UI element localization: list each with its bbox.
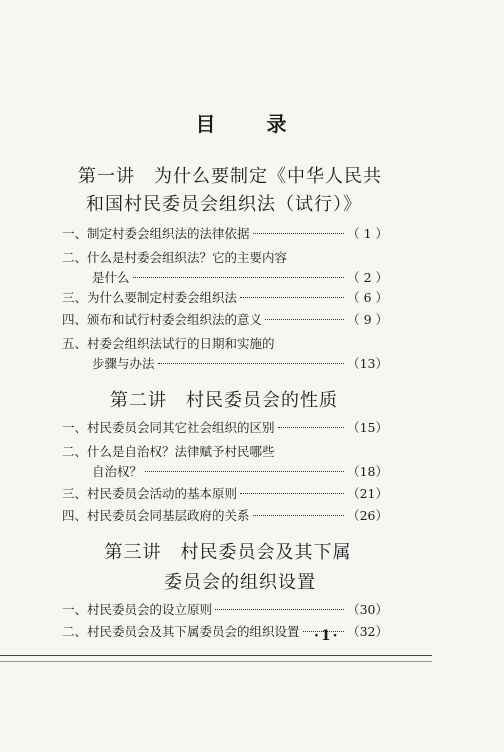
toc-entry[interactable] bbox=[62, 224, 388, 244]
toc-entry-label: 一、村民委员会同其它社会组织的区别 bbox=[62, 420, 275, 435]
toc-entry[interactable] bbox=[62, 418, 388, 438]
bottom-rule-thin bbox=[0, 661, 432, 662]
page-number: ·1· bbox=[314, 628, 340, 644]
toc-entry-continuation: 自治权？ bbox=[92, 464, 143, 479]
toc-entry-page: （26） bbox=[347, 508, 388, 523]
toc-entry-label: 二、村民委员会及其下属委员会的组织设置 bbox=[62, 624, 300, 639]
toc-entry[interactable] bbox=[62, 484, 388, 504]
lecture2-heading: 第二讲 村民委员会的性质 bbox=[110, 390, 338, 411]
toc-entry-continuation: 步骤与办法 bbox=[92, 356, 155, 371]
lecture3-heading-line1: 第三讲 村民委员会及其下属 bbox=[104, 542, 352, 563]
leader-dots bbox=[253, 233, 345, 234]
toc-entry-label: 一、制定村委会组织法的法律依据 bbox=[62, 226, 250, 241]
leader-dots bbox=[215, 609, 344, 610]
toc-entry[interactable] bbox=[62, 506, 388, 526]
toc-entry[interactable] bbox=[62, 600, 388, 620]
toc-entry[interactable] bbox=[92, 354, 388, 374]
toc-entry[interactable] bbox=[92, 462, 388, 482]
toc-entry-page: （13） bbox=[347, 356, 388, 371]
toc-entry-page: （18） bbox=[347, 464, 388, 479]
toc-entry-page: （32） bbox=[347, 624, 388, 639]
leader-dots bbox=[145, 471, 344, 472]
leader-dots bbox=[240, 493, 344, 494]
lecture1-heading-line2: 和国村民委员会组织法（试行）》 bbox=[86, 194, 362, 215]
toc-entry-label: 三、为什么要制定村委会组织法 bbox=[62, 290, 238, 305]
leader-dots bbox=[133, 277, 345, 278]
lecture1-heading-line1: 第一讲 为什么要制定《中华人民共 bbox=[78, 166, 382, 187]
toc-entry[interactable] bbox=[62, 310, 388, 330]
toc-entry-label: 一、村民委员会的设立原则 bbox=[62, 602, 213, 617]
lecture3-heading-line2: 委员会的组织设置 bbox=[164, 572, 316, 593]
toc-entry-page: （ 6 ） bbox=[347, 290, 388, 305]
toc-entry[interactable] bbox=[92, 268, 388, 288]
toc-entry-page: （ 9 ） bbox=[347, 312, 388, 327]
leader-dots bbox=[158, 363, 345, 364]
toc-entry-label: 三、村民委员会活动的基本原则 bbox=[62, 486, 238, 501]
leader-dots bbox=[253, 515, 345, 516]
leader-dots bbox=[265, 319, 344, 320]
toc-entry-page: （15） bbox=[347, 420, 388, 435]
toc-entry-label[interactable]: 五、村委会组织法试行的日期和实施的 bbox=[62, 336, 275, 351]
toc-entry-page: （30） bbox=[347, 602, 388, 617]
toc-entry[interactable] bbox=[62, 288, 388, 308]
page-title: 目 录 bbox=[195, 112, 309, 136]
bottom-rule bbox=[0, 655, 432, 656]
leader-dots bbox=[278, 427, 345, 428]
toc-entry-continuation: 是什么 bbox=[92, 270, 130, 285]
toc-entry-label[interactable]: 二、什么是村委会组织法？它的主要内容 bbox=[62, 250, 288, 265]
toc-entry-page: （21） bbox=[347, 486, 388, 501]
leader-dots bbox=[240, 297, 344, 298]
toc-entry-label: 四、颁布和试行村委会组织法的意义 bbox=[62, 312, 263, 327]
toc-entry-label[interactable]: 二、什么是自治权？法律赋予村民哪些 bbox=[62, 444, 275, 459]
toc-entry-page: （ 1 ） bbox=[347, 226, 388, 241]
toc-entry-page: （ 2 ） bbox=[347, 270, 388, 285]
toc-entry-label: 四、村民委员会同基层政府的关系 bbox=[62, 508, 250, 523]
